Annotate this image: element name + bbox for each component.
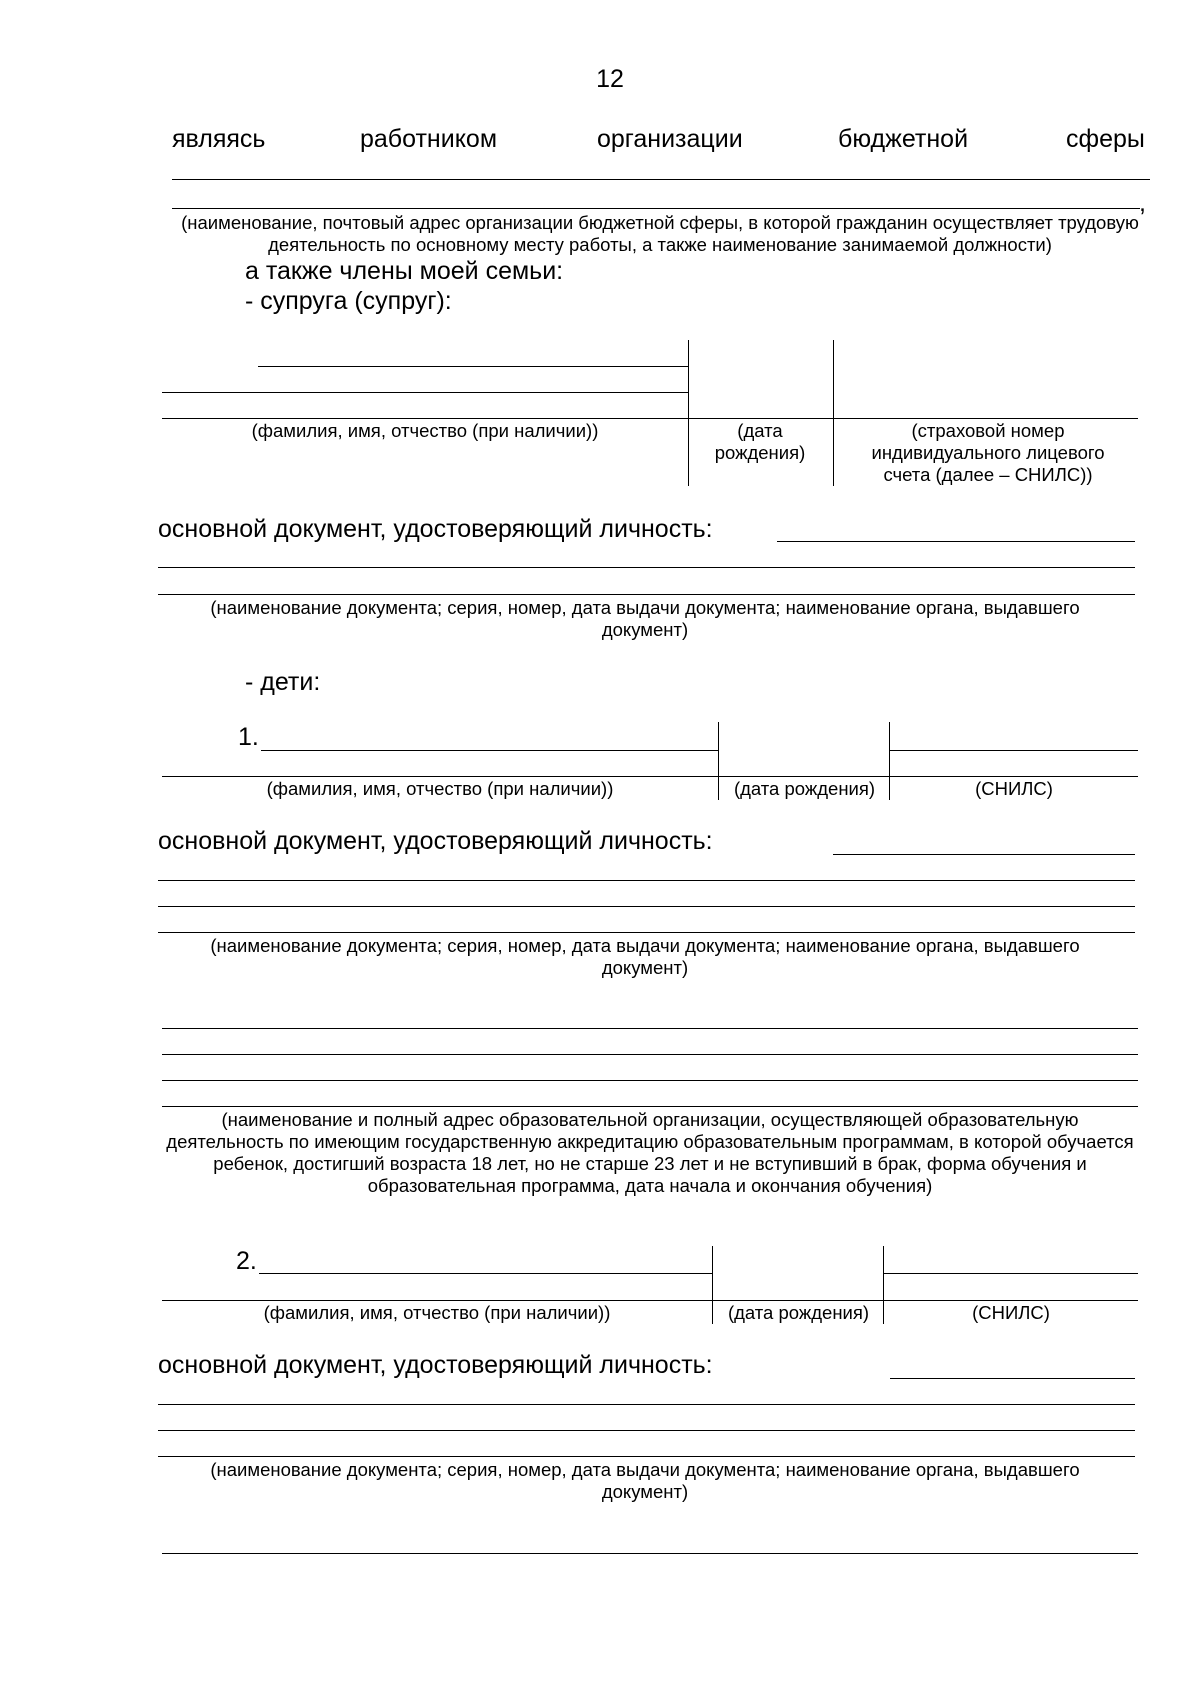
- page-number: 12: [596, 65, 624, 93]
- employment-comma: ,: [1139, 189, 1146, 217]
- child-2-divider-1: [712, 1246, 713, 1324]
- child-1-id-caption: (наименование документа; серия, номер, дата выдачи документа; наименование органа, выдавшего документ): [210, 935, 1080, 978]
- trailing-field-line[interactable]: [162, 1553, 1138, 1554]
- spouse-label: - супруга (супруг):: [245, 287, 452, 315]
- child-1-snils-line[interactable]: [890, 750, 1138, 751]
- child-1-name-line[interactable]: [261, 750, 719, 751]
- child-1-number: 1.: [238, 723, 259, 751]
- child-2-caption-name: (фамилия, имя, отчество (при наличии)): [263, 1302, 611, 1323]
- child-2-snils-line[interactable]: [884, 1273, 1138, 1274]
- child-2-caption-birth: (дата рождения): [727, 1302, 870, 1323]
- child-2-id-line-3[interactable]: [158, 1430, 1135, 1431]
- spouse-caption-birth: (дата рождения): [714, 420, 806, 463]
- education-line-1[interactable]: [162, 1028, 1138, 1029]
- spouse-id-label: основной документ, удостоверяющий личность:: [158, 515, 713, 543]
- child-1-id-line-1[interactable]: [833, 854, 1135, 855]
- child-2-id-label: основной документ, удостоверяющий личность:: [158, 1351, 713, 1379]
- child-2-number: 2.: [236, 1247, 257, 1275]
- spouse-divider-1: [688, 340, 689, 486]
- spouse-caption-name: (фамилия, имя, отчество (при наличии)): [251, 420, 599, 441]
- children-label: - дети:: [245, 668, 321, 696]
- spouse-divider-2: [833, 340, 834, 486]
- spouse-name-line-2[interactable]: [162, 392, 689, 393]
- spouse-name-line-1[interactable]: [258, 366, 689, 367]
- education-caption: (наименование и полный адрес образовательной организации, осуществляющей образовательную деятельность по имеющим государственную аккредитацию образовательным программам, в которой обучается ребенок, достигший возраста 18 лет, но не старше 23 лет и не вступивший в брак, форма обучения и образовательная программа, дата начала и окончания обучения): [166, 1109, 1134, 1196]
- employment-word-2: работником: [360, 125, 498, 153]
- child-2-name-line[interactable]: [259, 1273, 713, 1274]
- child-1-caption-snils: (СНИЛС): [975, 778, 1053, 799]
- employment-word-1: являясь: [172, 125, 266, 153]
- spouse-caption-snils: (страховой номер индивидуального лицевого счета (далее – СНИЛС)): [871, 420, 1105, 485]
- child-2-id-line-1[interactable]: [890, 1378, 1135, 1379]
- employment-field-line-2[interactable]: [172, 208, 1140, 209]
- family-intro: а также члены моей семьи:: [245, 257, 564, 285]
- child-1-id-line-2[interactable]: [158, 880, 1135, 881]
- child-1-caption-birth: (дата рождения): [733, 778, 876, 799]
- employment-word-4: бюджетной: [838, 125, 969, 153]
- child-1-table-line: [162, 776, 1138, 777]
- employment-word-5: сферы: [1066, 125, 1145, 153]
- education-line-3[interactable]: [162, 1080, 1138, 1081]
- employment-word-3: организации: [597, 125, 743, 153]
- spouse-id-line-3[interactable]: [158, 594, 1135, 595]
- child-2-caption-snils: (СНИЛС): [972, 1302, 1050, 1323]
- education-line-4[interactable]: [162, 1106, 1138, 1107]
- spouse-id-line-1[interactable]: [777, 541, 1135, 542]
- spouse-table-line: [162, 418, 1138, 419]
- child-1-id-label: основной документ, удостоверяющий личность:: [158, 827, 713, 855]
- child-2-table-line: [162, 1300, 1138, 1301]
- child-2-id-line-4[interactable]: [158, 1456, 1135, 1457]
- child-1-id-line-3[interactable]: [158, 906, 1135, 907]
- spouse-id-line-2[interactable]: [158, 567, 1135, 568]
- child-1-caption-name: (фамилия, имя, отчество (при наличии)): [266, 778, 614, 799]
- child-1-id-line-4[interactable]: [158, 932, 1135, 933]
- spouse-id-caption: (наименование документа; серия, номер, дата выдачи документа; наименование органа, выдавшего документ): [210, 597, 1080, 640]
- child-2-id-caption: (наименование документа; серия, номер, дата выдачи документа; наименование органа, выдавшего документ): [210, 1459, 1080, 1502]
- education-line-2[interactable]: [162, 1054, 1138, 1055]
- child-1-divider-1: [718, 722, 719, 800]
- employment-field-line-1[interactable]: [172, 179, 1150, 180]
- child-2-id-line-2[interactable]: [158, 1404, 1135, 1405]
- employment-caption: (наименование, почтовый адрес организации бюджетной сферы, в которой гражданин осуществляет трудовую деятельность по основному месту работы, а также наименование занимаемой должности): [181, 212, 1139, 255]
